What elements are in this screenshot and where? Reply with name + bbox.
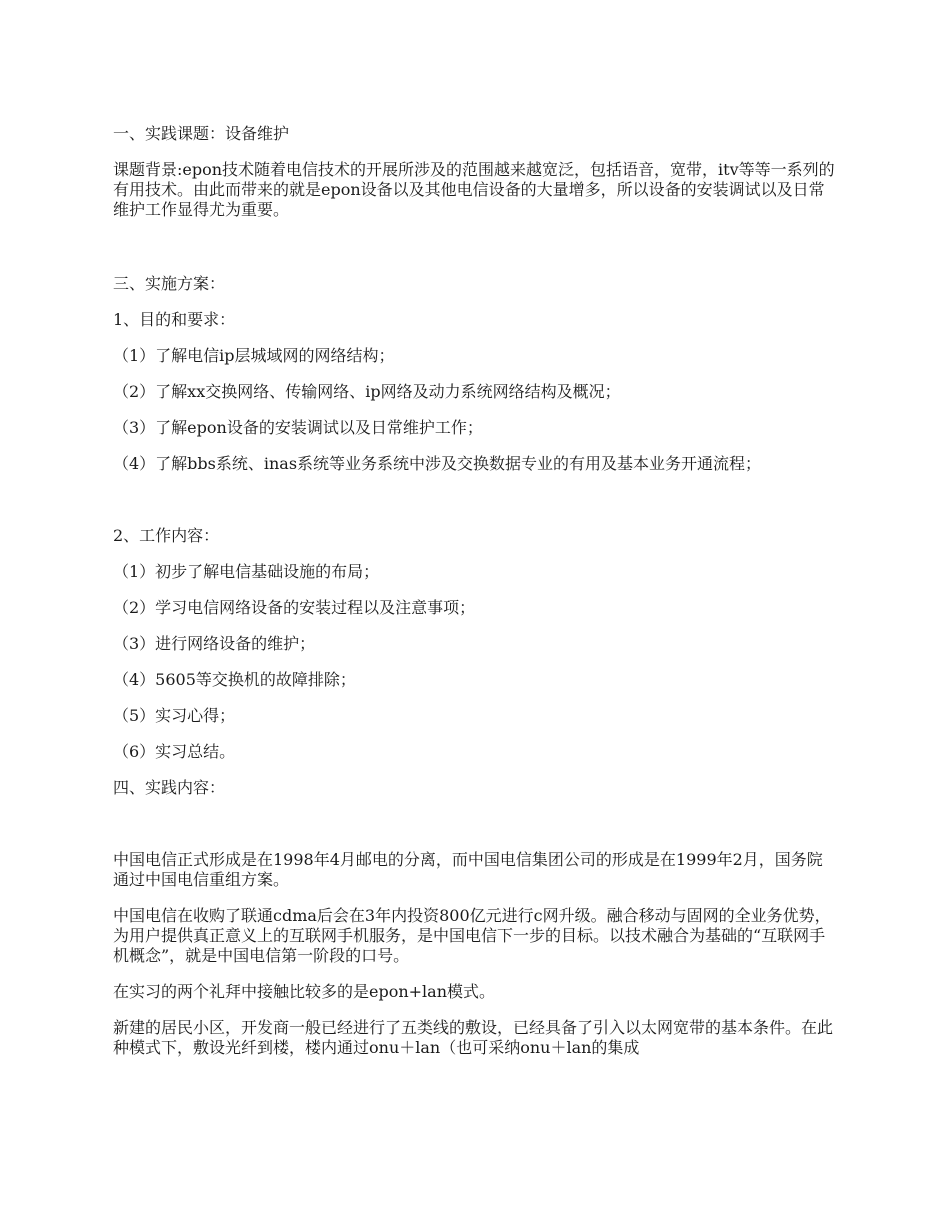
work-title: 2、工作内容：	[113, 526, 220, 545]
goal-item-4: （4）了解bbs系统、inas系统等业务系统中涉及交换数据专业的有用及基本业务开通流程；	[113, 454, 762, 473]
work-item-6: （6）实习总结。	[113, 742, 236, 761]
content-paragraph-4: 新建的居民小区，开发商一般已经进行了五类线的敷设，已经具备了引入以太网宽带的基本条件。在此种模式下，敷设光纤到楼，楼内通过onu＋lan（也可采纳onu＋lan的集成	[113, 1018, 834, 1057]
work-item-4: （4）5605等交换机的故障排除；	[113, 670, 356, 689]
section-1-title: 一、实践课题：设备维护	[113, 124, 290, 143]
work-item-2: （2）学习电信网络设备的安装过程以及注意事项；	[113, 598, 476, 617]
section-4-title: 四、实践内容：	[113, 778, 226, 797]
content-paragraph-3: 在实习的两个礼拜中接触比较多的是epon+lan模式。	[113, 982, 496, 1001]
background-paragraph: 课题背景:epon技术随着电信技术的开展所涉及的范围越来越宽泛，包括语音，宽带，itv等等一系列的有用技术。由此而带来的就是epon设备以及其他电信设备的大量增多，所以设备的安装调试以及日常维护工作显得尤为重要。	[113, 160, 835, 219]
work-item-5: （5）实习心得；	[113, 706, 236, 725]
document-body	[113, 124, 838, 1074]
goal-item-3: （3）了解epon设备的安装调试以及日常维护工作；	[113, 418, 483, 437]
work-item-3: （3）进行网络设备的维护；	[113, 634, 316, 653]
goal-item-2: （2）了解xx交换网络、传输网络、ip网络及动力系统网络结构及概况；	[113, 382, 621, 401]
content-paragraph-1: 中国电信正式形成是在1998年4月邮电的分离，而中国电信集团公司的形成是在1999年2月，国务院通过中国电信重组方案。	[113, 850, 823, 889]
work-item-1: （1）初步了解电信基础设施的布局；	[113, 562, 380, 581]
goal-item-1: （1）了解电信ip层城域网的网络结构；	[113, 346, 395, 365]
content-paragraph-2: 中国电信在收购了联通cdma后会在3年内投资800亿元进行c网升级。融合移动与固网的全业务优势，为用户提供真正意义上的互联网手机服务，是中国电信下一步的目标。以技术融合为基础的“互联网手机概念”，就是中国电信第一阶段的口号。	[113, 906, 831, 965]
section-3-title: 三、实施方案：	[113, 274, 226, 293]
goals-title: 1、目的和要求：	[113, 310, 236, 329]
